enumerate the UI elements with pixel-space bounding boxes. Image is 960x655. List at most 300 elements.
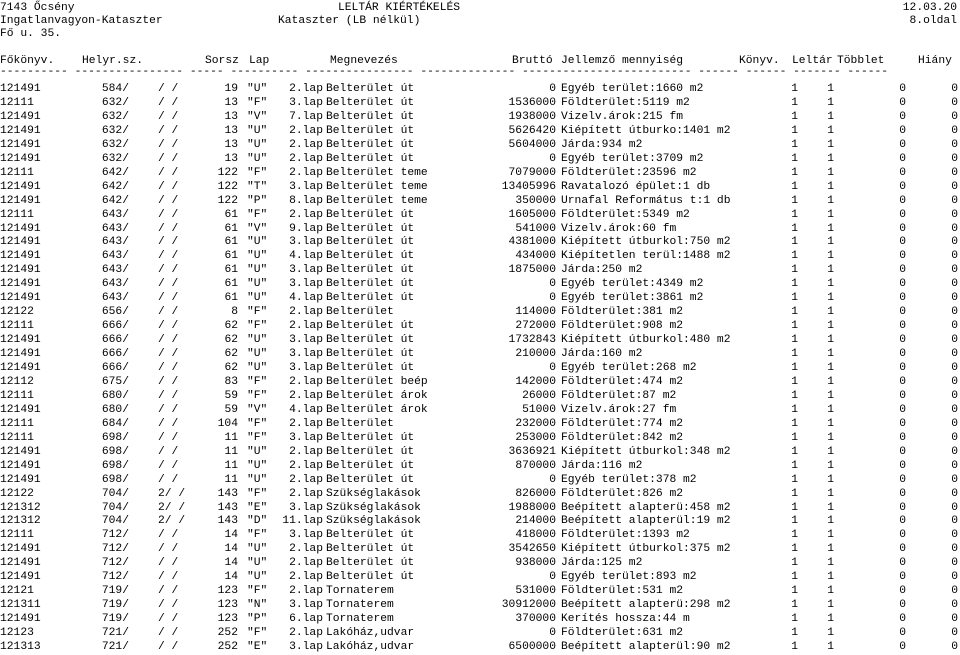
- cell-helyrsz: 643/: [101, 264, 129, 277]
- cell-fokonyv: 121491: [0, 613, 41, 626]
- report-title: LELTÁR KIÉRTÉKELÉS: [338, 2, 461, 14]
- table-row: [0, 264, 960, 278]
- cell-megnevezes: Belterület út: [326, 83, 415, 95]
- cell-konyv: 1: [791, 180, 798, 193]
- cell-sorsz: 13: [224, 138, 238, 151]
- cell-fokonyv: 12112: [0, 375, 34, 388]
- table-row: [0, 83, 960, 97]
- cell-lapszam: 3.lap: [289, 236, 323, 249]
- cell-hiany: 0: [951, 641, 958, 653]
- cell-konyv: 1: [791, 250, 798, 263]
- cell-jellemzo: Földterület:826 m2: [561, 487, 684, 500]
- table-row: [0, 390, 960, 404]
- cell-sorsz: 14: [224, 557, 238, 570]
- cell-fokonyv: 121491: [0, 473, 41, 486]
- table-row: [0, 460, 960, 474]
- cell-konyv: 1: [791, 529, 798, 542]
- cell-konyv: 1: [791, 278, 798, 291]
- cell-fokonyv: 121311: [0, 599, 41, 612]
- table-row: [0, 613, 960, 627]
- cell-alatores: / /: [158, 389, 179, 402]
- cell-megnevezes: Belterület út: [326, 529, 415, 542]
- cell-jellemzo: Egyéb terület:3709 m2: [561, 152, 704, 165]
- cell-lapszam: 3.lap: [289, 180, 323, 193]
- cell-sorsz: 62: [224, 362, 238, 374]
- cell-alatores: / /: [158, 627, 179, 640]
- cell-lap: "U": [247, 473, 268, 486]
- cell-lap: "F": [247, 320, 268, 333]
- cell-lap: "N": [247, 599, 268, 612]
- cell-konyv: 1: [791, 543, 798, 556]
- cell-helyrsz: 643/: [101, 208, 129, 221]
- cell-leltar: 1: [827, 236, 834, 249]
- cell-brutto: 1988000: [508, 501, 556, 514]
- cell-jellemzo: Földterület:5119 m2: [561, 96, 690, 109]
- cell-sorsz: 62: [224, 334, 238, 347]
- cell-konyv: 1: [791, 138, 798, 151]
- cell-konyv: 1: [791, 459, 798, 472]
- table-row: [0, 474, 960, 488]
- table-row: [0, 153, 960, 167]
- cell-helyrsz: 698/: [101, 445, 129, 458]
- cell-tobblet: 0: [899, 557, 906, 570]
- cell-konyv: 1: [791, 306, 798, 319]
- cell-konyv: 1: [791, 417, 798, 430]
- cell-lapszam: 2.lap: [289, 375, 323, 388]
- cell-sorsz: 123: [217, 585, 238, 598]
- cell-lap: "F": [247, 417, 268, 430]
- cell-tobblet: 0: [899, 83, 906, 95]
- cell-sorsz: 252: [217, 627, 238, 640]
- cell-tobblet: 0: [899, 208, 906, 221]
- cell-tobblet: 0: [899, 334, 906, 347]
- cell-jellemzo: Földterület:1393 m2: [561, 529, 690, 542]
- cell-sorsz: 59: [224, 403, 238, 416]
- cell-hiany: 0: [951, 543, 958, 556]
- cell-lap: "U": [247, 83, 268, 95]
- cell-lap: "U": [247, 152, 268, 165]
- cell-alatores: / /: [158, 613, 179, 626]
- table-row: [0, 236, 960, 250]
- cell-hiany: 0: [951, 83, 958, 95]
- cell-lapszam: 3.lap: [289, 348, 323, 361]
- cell-brutto: 272000: [515, 320, 556, 333]
- cell-helyrsz: 719/: [101, 585, 129, 598]
- cell-lapszam: 2.lap: [289, 585, 323, 598]
- cell-lap: "V": [247, 222, 268, 235]
- cell-leltar: 1: [827, 180, 834, 193]
- cell-lap: "U": [247, 250, 268, 263]
- cell-jellemzo: Vizelv.árok:215 fm: [561, 110, 684, 123]
- cell-leltar: 1: [827, 96, 834, 109]
- cell-jellemzo: Földterület:842 m2: [561, 431, 684, 444]
- table-row: [0, 585, 960, 599]
- cell-helyrsz: 698/: [101, 459, 129, 472]
- cell-lap: "F": [247, 166, 268, 179]
- cell-konyv: 1: [791, 152, 798, 165]
- cell-lapszam: 8.lap: [289, 194, 323, 207]
- cell-lap: "F": [247, 208, 268, 221]
- cell-hiany: 0: [951, 110, 958, 123]
- cell-leltar: 1: [827, 152, 834, 165]
- cell-fokonyv: 12111: [0, 320, 34, 333]
- cell-lapszam: 3.lap: [289, 431, 323, 444]
- col-lap: Lap: [249, 55, 270, 67]
- cell-leltar: 1: [827, 83, 834, 95]
- cell-alatores: / /: [158, 334, 179, 347]
- cell-alatores: / /: [158, 208, 179, 221]
- cell-sorsz: 14: [224, 529, 238, 542]
- table-row: [0, 641, 960, 655]
- cell-megnevezes: Belterület árok: [326, 389, 428, 402]
- cell-tobblet: 0: [899, 264, 906, 277]
- cell-lap: "U": [247, 236, 268, 249]
- cell-sorsz: 83: [224, 375, 238, 388]
- cell-helyrsz: 698/: [101, 473, 129, 486]
- cell-alatores: / /: [158, 529, 179, 542]
- cell-alatores: 2/ /: [158, 515, 186, 528]
- cell-lap: "U": [247, 124, 268, 137]
- col-sorsz: Sorsz: [205, 55, 239, 67]
- cell-megnevezes: Belterület beép: [326, 375, 428, 388]
- cell-lapszam: 2.lap: [289, 627, 323, 640]
- cell-konyv: 1: [791, 585, 798, 598]
- cell-alatores: / /: [158, 375, 179, 388]
- cell-lap: "F": [247, 529, 268, 542]
- table-row: [0, 111, 960, 125]
- cell-fokonyv: 121491: [0, 445, 41, 458]
- cell-lapszam: 2.lap: [289, 152, 323, 165]
- cell-konyv: 1: [791, 124, 798, 137]
- cell-megnevezes: Belterület út: [326, 222, 415, 235]
- cell-tobblet: 0: [899, 138, 906, 151]
- cell-helyrsz: 643/: [101, 236, 129, 249]
- table-row: [0, 488, 960, 502]
- cell-konyv: 1: [791, 431, 798, 444]
- cell-lap: "U": [247, 362, 268, 374]
- cell-megnevezes: Belterület út: [326, 138, 415, 151]
- cell-megnevezes: Belterület út: [326, 208, 415, 221]
- cell-hiany: 0: [951, 459, 958, 472]
- cell-tobblet: 0: [899, 543, 906, 556]
- cell-lap: "U": [247, 543, 268, 556]
- cell-helyrsz: 704/: [101, 487, 129, 500]
- cell-sorsz: 11: [224, 431, 238, 444]
- cell-leltar: 1: [827, 194, 834, 207]
- cell-jellemzo: Kiépített útburkol:375 m2: [561, 543, 731, 556]
- cell-brutto: 1732843: [508, 334, 556, 347]
- col-brutto: Bruttó: [512, 55, 553, 67]
- cell-jellemzo: Egyéb terület:268 m2: [561, 362, 697, 374]
- cell-alatores: / /: [158, 306, 179, 319]
- cell-lapszam: 4.lap: [289, 250, 323, 263]
- cell-tobblet: 0: [899, 96, 906, 109]
- cell-megnevezes: Belterület út: [326, 124, 415, 137]
- cell-sorsz: 122: [217, 180, 238, 193]
- table-row: [0, 529, 960, 543]
- cell-leltar: 1: [827, 138, 834, 151]
- cell-konyv: 1: [791, 375, 798, 388]
- cell-fokonyv: 121491: [0, 236, 41, 249]
- cell-sorsz: 13: [224, 124, 238, 137]
- cell-helyrsz: 721/: [101, 627, 129, 640]
- cell-lapszam: 2.lap: [289, 166, 323, 179]
- table-row: [0, 446, 960, 460]
- header-org: Ingatlanvagyon-Kataszter: [0, 15, 163, 27]
- table-row: [0, 362, 960, 376]
- cell-brutto: 826000: [515, 487, 556, 500]
- cell-lap: "E": [247, 501, 268, 514]
- cell-tobblet: 0: [899, 473, 906, 486]
- cell-brutto: 3636921: [508, 445, 556, 458]
- cell-tobblet: 0: [899, 110, 906, 123]
- cell-sorsz: 143: [217, 501, 238, 514]
- cell-alatores: / /: [158, 362, 179, 374]
- cell-helyrsz: 704/: [101, 501, 129, 514]
- cell-konyv: 1: [791, 641, 798, 653]
- cell-lap: "U": [247, 571, 268, 584]
- cell-lapszam: 2.lap: [289, 557, 323, 570]
- cell-megnevezes: Belterület út: [326, 250, 415, 263]
- cell-helyrsz: 632/: [101, 96, 129, 109]
- cell-tobblet: 0: [899, 348, 906, 361]
- page-number: 8.oldal: [909, 15, 957, 27]
- cell-tobblet: 0: [899, 487, 906, 500]
- cell-sorsz: 11: [224, 459, 238, 472]
- cell-leltar: 1: [827, 110, 834, 123]
- cell-helyrsz: 698/: [101, 431, 129, 444]
- cell-jellemzo: Kiépített útburkol:348 m2: [561, 445, 731, 458]
- cell-leltar: 1: [827, 362, 834, 374]
- cell-alatores: / /: [158, 236, 179, 249]
- cell-jellemzo: Egyéb terület:3861 m2: [561, 292, 704, 305]
- cell-alatores: / /: [158, 83, 179, 95]
- cell-brutto: 3542650: [508, 543, 556, 556]
- cell-sorsz: 143: [217, 515, 238, 528]
- cell-jellemzo: Vizelv.árok:27 fm: [561, 403, 677, 416]
- cell-tobblet: 0: [899, 194, 906, 207]
- cell-brutto: 434000: [515, 250, 556, 263]
- cell-tobblet: 0: [899, 250, 906, 263]
- cell-hiany: 0: [951, 348, 958, 361]
- cell-lapszam: 3.lap: [289, 529, 323, 542]
- cell-tobblet: 0: [899, 152, 906, 165]
- cell-fokonyv: 121491: [0, 557, 41, 570]
- cell-helyrsz: 643/: [101, 292, 129, 305]
- cell-leltar: 1: [827, 278, 834, 291]
- cell-helyrsz: 719/: [101, 613, 129, 626]
- table-row: [0, 292, 960, 306]
- cell-alatores: 2/ /: [158, 487, 186, 500]
- cell-alatores: / /: [158, 250, 179, 263]
- table-row: [0, 502, 960, 516]
- cell-jellemzo: Ravatalozó épület:1 db: [561, 180, 711, 193]
- header-address: Fő u. 35.: [0, 28, 62, 40]
- cell-hiany: 0: [951, 180, 958, 193]
- cell-brutto: 531000: [515, 585, 556, 598]
- cell-lap: "V": [247, 403, 268, 416]
- cell-helyrsz: 680/: [101, 403, 129, 416]
- cell-helyrsz: 643/: [101, 250, 129, 263]
- cell-helyrsz: 712/: [101, 557, 129, 570]
- cell-fokonyv: 121491: [0, 138, 41, 151]
- cell-leltar: 1: [827, 529, 834, 542]
- cell-hiany: 0: [951, 334, 958, 347]
- cell-tobblet: 0: [899, 222, 906, 235]
- table-row: [0, 432, 960, 446]
- cell-konyv: 1: [791, 473, 798, 486]
- cell-konyv: 1: [791, 613, 798, 626]
- cell-hiany: 0: [951, 222, 958, 235]
- cell-hiany: 0: [951, 613, 958, 626]
- cell-jellemzo: Földterület:23596 m2: [561, 166, 697, 179]
- cell-jellemzo: Egyéb terület:893 m2: [561, 571, 697, 584]
- cell-leltar: 1: [827, 403, 834, 416]
- cell-helyrsz: 643/: [101, 222, 129, 235]
- table-row: [0, 195, 960, 209]
- cell-lapszam: 3.lap: [289, 264, 323, 277]
- cell-konyv: 1: [791, 96, 798, 109]
- cell-leltar: 1: [827, 250, 834, 263]
- table-row: [0, 181, 960, 195]
- cell-jellemzo: Járda:125 m2: [561, 557, 643, 570]
- cell-alatores: / /: [158, 222, 179, 235]
- cell-leltar: 1: [827, 627, 834, 640]
- cell-megnevezes: Belterület út: [326, 445, 415, 458]
- cell-leltar: 1: [827, 208, 834, 221]
- cell-sorsz: 123: [217, 613, 238, 626]
- cell-lapszam: 6.lap: [289, 613, 323, 626]
- cell-megnevezes: Belterület út: [326, 110, 415, 123]
- cell-brutto: 114000: [515, 306, 556, 319]
- cell-helyrsz: 721/: [101, 641, 129, 653]
- cell-tobblet: 0: [899, 613, 906, 626]
- table-row: [0, 223, 960, 237]
- cell-megnevezes: Belterület teme: [326, 194, 428, 207]
- cell-fokonyv: 121312: [0, 515, 41, 528]
- table-row: [0, 306, 960, 320]
- cell-helyrsz: 666/: [101, 348, 129, 361]
- cell-konyv: 1: [791, 487, 798, 500]
- cell-sorsz: 62: [224, 348, 238, 361]
- cell-tobblet: 0: [899, 501, 906, 514]
- cell-sorsz: 61: [224, 264, 238, 277]
- cell-hiany: 0: [951, 473, 958, 486]
- cell-lap: "P": [247, 613, 268, 626]
- cell-megnevezes: Belterület: [326, 417, 394, 430]
- table-row: [0, 376, 960, 390]
- cell-tobblet: 0: [899, 515, 906, 528]
- cell-tobblet: 0: [899, 389, 906, 402]
- cell-helyrsz: 632/: [101, 138, 129, 151]
- cell-alatores: / /: [158, 320, 179, 333]
- cell-megnevezes: Belterület út: [326, 96, 415, 109]
- cell-brutto: 418000: [515, 529, 556, 542]
- cell-leltar: 1: [827, 348, 834, 361]
- cell-megnevezes: Belterület árok: [326, 403, 428, 416]
- table-row: [0, 543, 960, 557]
- cell-helyrsz: 666/: [101, 320, 129, 333]
- cell-fokonyv: 12111: [0, 166, 34, 179]
- cell-konyv: 1: [791, 599, 798, 612]
- cell-helyrsz: 684/: [101, 417, 129, 430]
- cell-jellemzo: Kiépítetlen terül:1488 m2: [561, 250, 731, 263]
- cell-jellemzo: Kiépített útburkol:750 m2: [561, 236, 731, 249]
- cell-brutto: 5604000: [508, 138, 556, 151]
- cell-lap: "F": [247, 487, 268, 500]
- cell-tobblet: 0: [899, 320, 906, 333]
- cell-brutto: 0: [549, 292, 556, 305]
- cell-lapszam: 2.lap: [289, 389, 323, 402]
- cell-lapszam: 2.lap: [289, 543, 323, 556]
- cell-brutto: 4381000: [508, 236, 556, 249]
- cell-leltar: 1: [827, 389, 834, 402]
- cell-leltar: 1: [827, 501, 834, 514]
- cell-leltar: 1: [827, 375, 834, 388]
- cell-sorsz: 13: [224, 152, 238, 165]
- cell-alatores: / /: [158, 459, 179, 472]
- col-jellemzo: Jellemző mennyiség: [561, 55, 684, 67]
- cell-sorsz: 61: [224, 250, 238, 263]
- cell-helyrsz: 643/: [101, 278, 129, 291]
- cell-lap: "U": [247, 445, 268, 458]
- cell-fokonyv: 12122: [0, 306, 34, 319]
- cell-konyv: 1: [791, 334, 798, 347]
- cell-hiany: 0: [951, 138, 958, 151]
- cell-lapszam: 2.lap: [289, 138, 323, 151]
- cell-jellemzo: Földterület:531 m2: [561, 585, 684, 598]
- cell-leltar: 1: [827, 487, 834, 500]
- cell-helyrsz: 712/: [101, 529, 129, 542]
- cell-brutto: 142000: [515, 375, 556, 388]
- cell-fokonyv: 121491: [0, 83, 41, 95]
- cell-konyv: 1: [791, 236, 798, 249]
- cell-megnevezes: Belterület út: [326, 543, 415, 556]
- cell-konyv: 1: [791, 194, 798, 207]
- cell-alatores: / /: [158, 124, 179, 137]
- cell-hiany: 0: [951, 585, 958, 598]
- cell-fokonyv: 12111: [0, 431, 34, 444]
- cell-alatores: / /: [158, 152, 179, 165]
- cell-alatores: / /: [158, 278, 179, 291]
- cell-konyv: 1: [791, 362, 798, 374]
- cell-lapszam: 3.lap: [289, 278, 323, 291]
- col-konyv: Könyv.: [739, 55, 780, 67]
- cell-megnevezes: Belterület út: [326, 362, 415, 374]
- cell-tobblet: 0: [899, 585, 906, 598]
- cell-hiany: 0: [951, 124, 958, 137]
- cell-fokonyv: 121491: [0, 362, 41, 374]
- cell-jellemzo: Beépített alapterü:458 m2: [561, 501, 731, 514]
- cell-sorsz: 14: [224, 571, 238, 584]
- cell-jellemzo: Kiépített útburko:1401 m2: [561, 124, 731, 137]
- cell-megnevezes: Belterület teme: [326, 166, 428, 179]
- cell-hiany: 0: [951, 292, 958, 305]
- cell-megnevezes: Tornaterem: [326, 585, 394, 598]
- col-helyrsz: Helyr.sz.: [82, 55, 144, 67]
- cell-hiany: 0: [951, 599, 958, 612]
- cell-alatores: / /: [158, 194, 179, 207]
- cell-tobblet: 0: [899, 375, 906, 388]
- cell-lapszam: 4.lap: [289, 292, 323, 305]
- cell-tobblet: 0: [899, 278, 906, 291]
- cell-fokonyv: 12123: [0, 627, 34, 640]
- cell-jellemzo: Járda:160 m2: [561, 348, 643, 361]
- cell-sorsz: 61: [224, 278, 238, 291]
- cell-hiany: 0: [951, 375, 958, 388]
- cell-brutto: 5626420: [508, 124, 556, 137]
- cell-brutto: 541000: [515, 222, 556, 235]
